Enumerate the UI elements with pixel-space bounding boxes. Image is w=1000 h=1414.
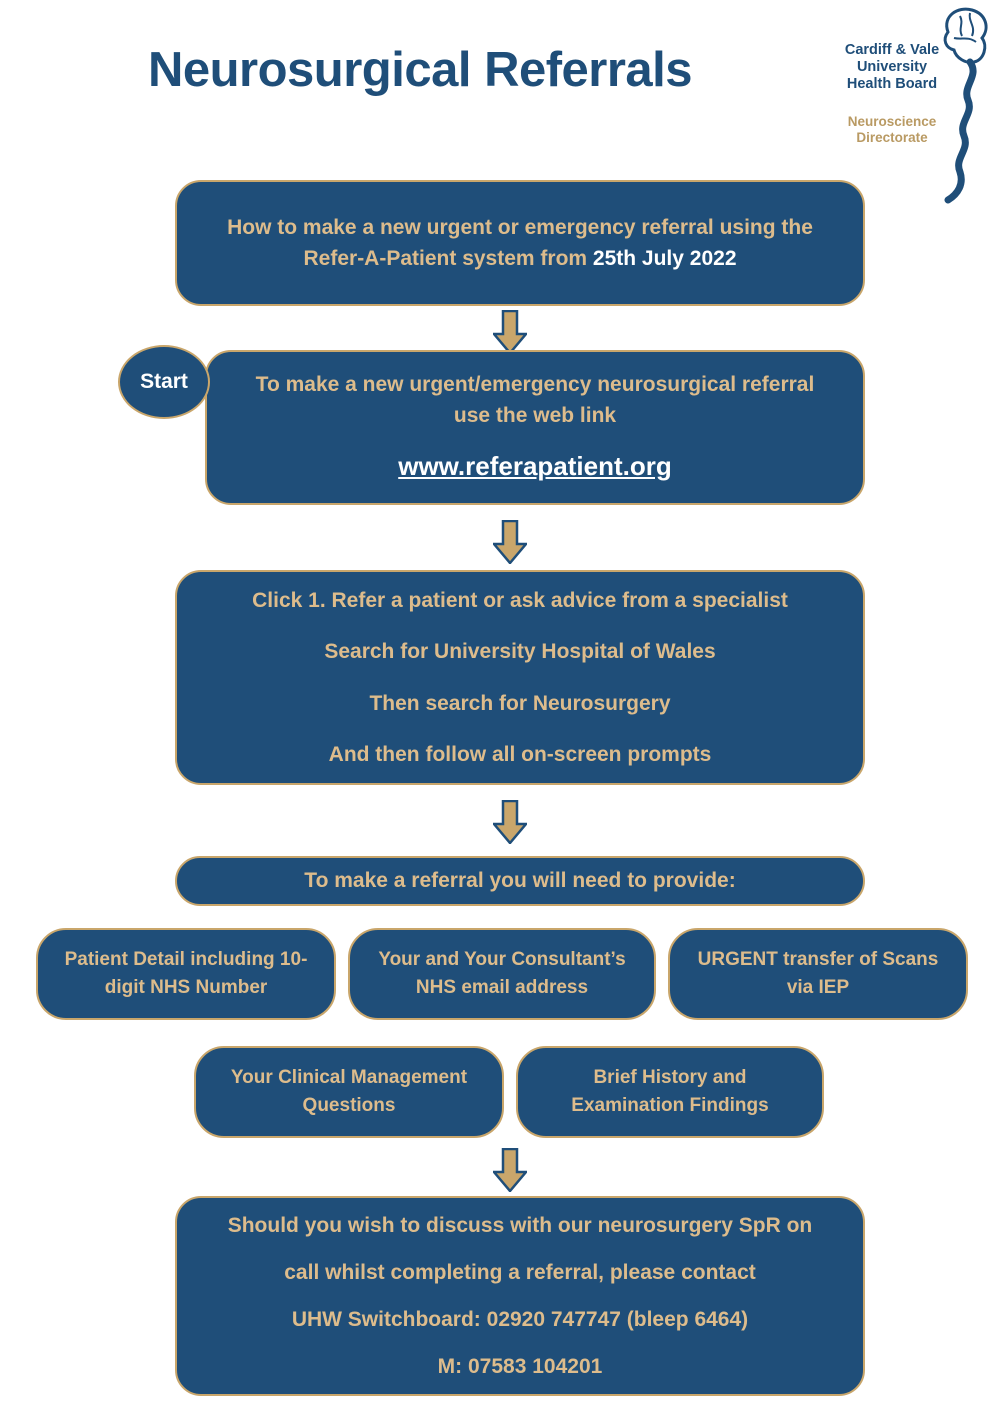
weblink-box [205,350,865,505]
requirement-patient-detail [36,928,336,1020]
requirement-label: Your and Your Consultant’s NHS email address [378,948,626,998]
step-1: Click 1. Refer a patient or ask advice from a specialist [252,589,788,613]
intro-line2 [195,243,845,274]
requirement-nhs-email [348,928,656,1020]
requirement-label: Your Clinical Management Questions [230,1066,468,1116]
requirement-label: Brief History and Examination Findings [571,1066,769,1116]
logo-directorate [836,114,948,146]
requirement-scan-transfer [668,928,968,1020]
step-2: Search for University Hospital of Wales [324,640,716,664]
referapatient-link[interactable]: www.referapatient.org [398,451,672,482]
contact-line2: call whilst completing a referral, please contact [284,1260,756,1284]
logo-org-name: Cardiff & Vale University Health Board [844,42,940,93]
step-3: Then search for Neurosurgery [369,691,671,715]
requirement-label: Patient Detail including 10-digit NHS Number [64,948,308,998]
requirement-label: URGENT transfer of Scans via IEP [697,948,939,998]
brain-spine-icon [830,4,992,204]
health-board-logo [830,4,992,204]
intro-box [175,180,865,306]
contact-mobile: M: 07583 104201 [437,1355,603,1379]
page-title: Neurosurgical Referrals [147,43,693,97]
arrow-down-icon-2 [493,520,527,564]
logo-directorate-line1: Neuroscience [847,114,937,129]
intro-line1: How to make a new urgent or emergency referral using the [227,215,813,239]
steps-box [175,570,865,785]
step-4: And then follow all on-screen prompts [328,742,712,766]
requirements-heading-box [175,856,865,906]
logo-directorate-line2: Directorate [856,129,928,145]
arrow-down-icon-3 [493,800,527,844]
contact-switchboard: UHW Switchboard: 02920 747747 (bleep 6464) [291,1308,749,1331]
arrow-down-icon-1 [493,310,527,354]
contact-box [175,1196,865,1396]
start-label: Start [140,370,188,393]
requirement-clinical-questions [194,1046,504,1138]
arrow-down-icon-4 [493,1148,527,1192]
intro-date: 25th July 2022 [592,247,737,270]
intro-line2-text: Refer-A-Patient system from [303,247,593,270]
requirements-heading: To make a referral you will need to provide: [304,869,736,893]
requirement-history-examination [516,1046,824,1138]
start-node [118,345,210,419]
weblink-line2: use the web link [453,404,617,428]
contact-line1: Should you wish to discuss with our neurosurgery SpR on [227,1213,813,1237]
weblink-line1: To make a new urgent/emergency neurosurgical referral [255,373,815,397]
